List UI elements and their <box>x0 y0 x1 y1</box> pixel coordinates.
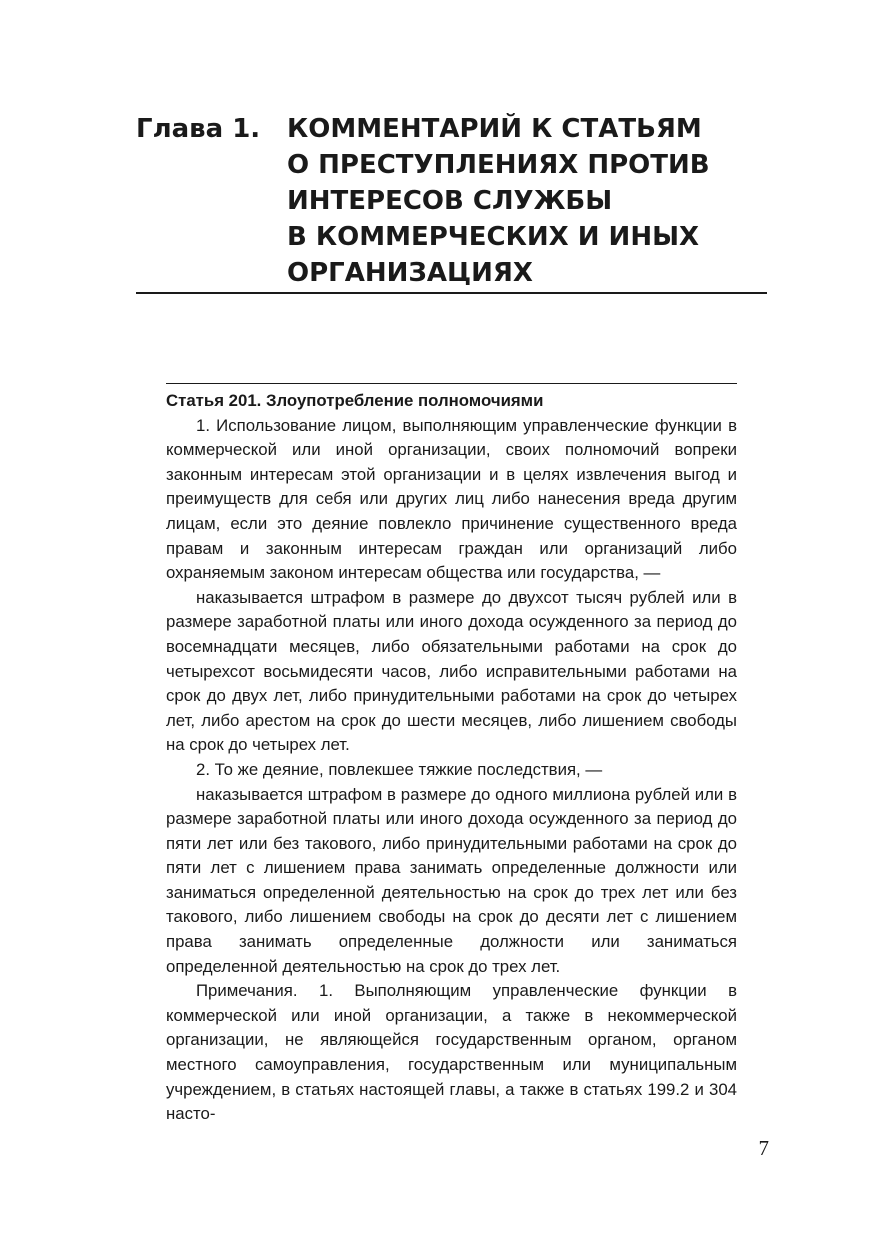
chapter-title-line: О ПРЕСТУПЛЕНИЯХ ПРОТИВ <box>287 150 710 180</box>
article-paragraph: 2. То же деяние, повлекшее тяжкие последствия, — <box>196 759 603 779</box>
article-paragraph: наказывается штрафом в размере до одного миллиона рублей или в размере заработной платы или иного дохода осужденного за период до пяти лет или без такового, либо принудительными работами на срок до пяти лет с лишением права занимать определенные должности или заниматься определенной деятельностью на срок до трех лет или без такового, либо лишением свободы на срок до десяти лет с лишением права занимать определенные должности или заниматься определенной деятельностью на срок до трех лет. <box>166 784 737 976</box>
article-body <box>166 389 737 1127</box>
article-heading: Статья 201. Злоупотребление полномочиями <box>166 391 544 410</box>
article-paragraph: Примечания. 1. Выполняющим управленческие функции в коммерческой или иной организации, а также в некоммерческой организации, не являющейся государственным органом, органом местного самоуправления, государственным или муниципальным учреждением, в статьях настоящей главы, а также в статьях 199.2 и 304 насто- <box>166 981 737 1124</box>
chapter-label: Глава 1. <box>136 114 261 144</box>
article-paragraph: 1. Использование лицом, выполняющим управленческие функции в коммерческой или иной организации, своих полномочий вопреки законным интересам этой организации и в целях извлечения выгод и преимуществ для себя или других лиц либо нанесения вреда другим лицам, если это деяние повлекло причинение существенного вреда правам и законным интересам граждан или организаций либо охраняемым законом интересам общества или государства, — <box>166 415 737 583</box>
chapter-title-line: ИНТЕРЕСОВ СЛУЖБЫ <box>287 186 613 216</box>
article-paragraph: наказывается штрафом в размере до двухсот тысяч рублей или в размере заработной платы или иного дохода осужденного за период до восемнадцати месяцев, либо обязательными работами на срок до четырехсот восьмидесяти часов, либо исправительными работами на срок до двух лет, либо принудительными работами на срок до четырех лет, либо арестом на срок до шести месяцев, либо лишением свободы на срок до четырех лет. <box>166 587 737 755</box>
chapter-title-line: КОММЕНТАРИЙ К СТАТЬЯМ <box>287 114 702 144</box>
page-number: 7 <box>758 1136 769 1160</box>
chapter-title-line: В КОММЕРЧЕСКИХ И ИНЫХ <box>287 222 700 252</box>
chapter-divider <box>136 292 767 294</box>
article-divider <box>166 383 737 384</box>
chapter-title <box>287 111 757 291</box>
chapter-title-line: ОРГАНИЗАЦИЯХ <box>287 258 533 288</box>
